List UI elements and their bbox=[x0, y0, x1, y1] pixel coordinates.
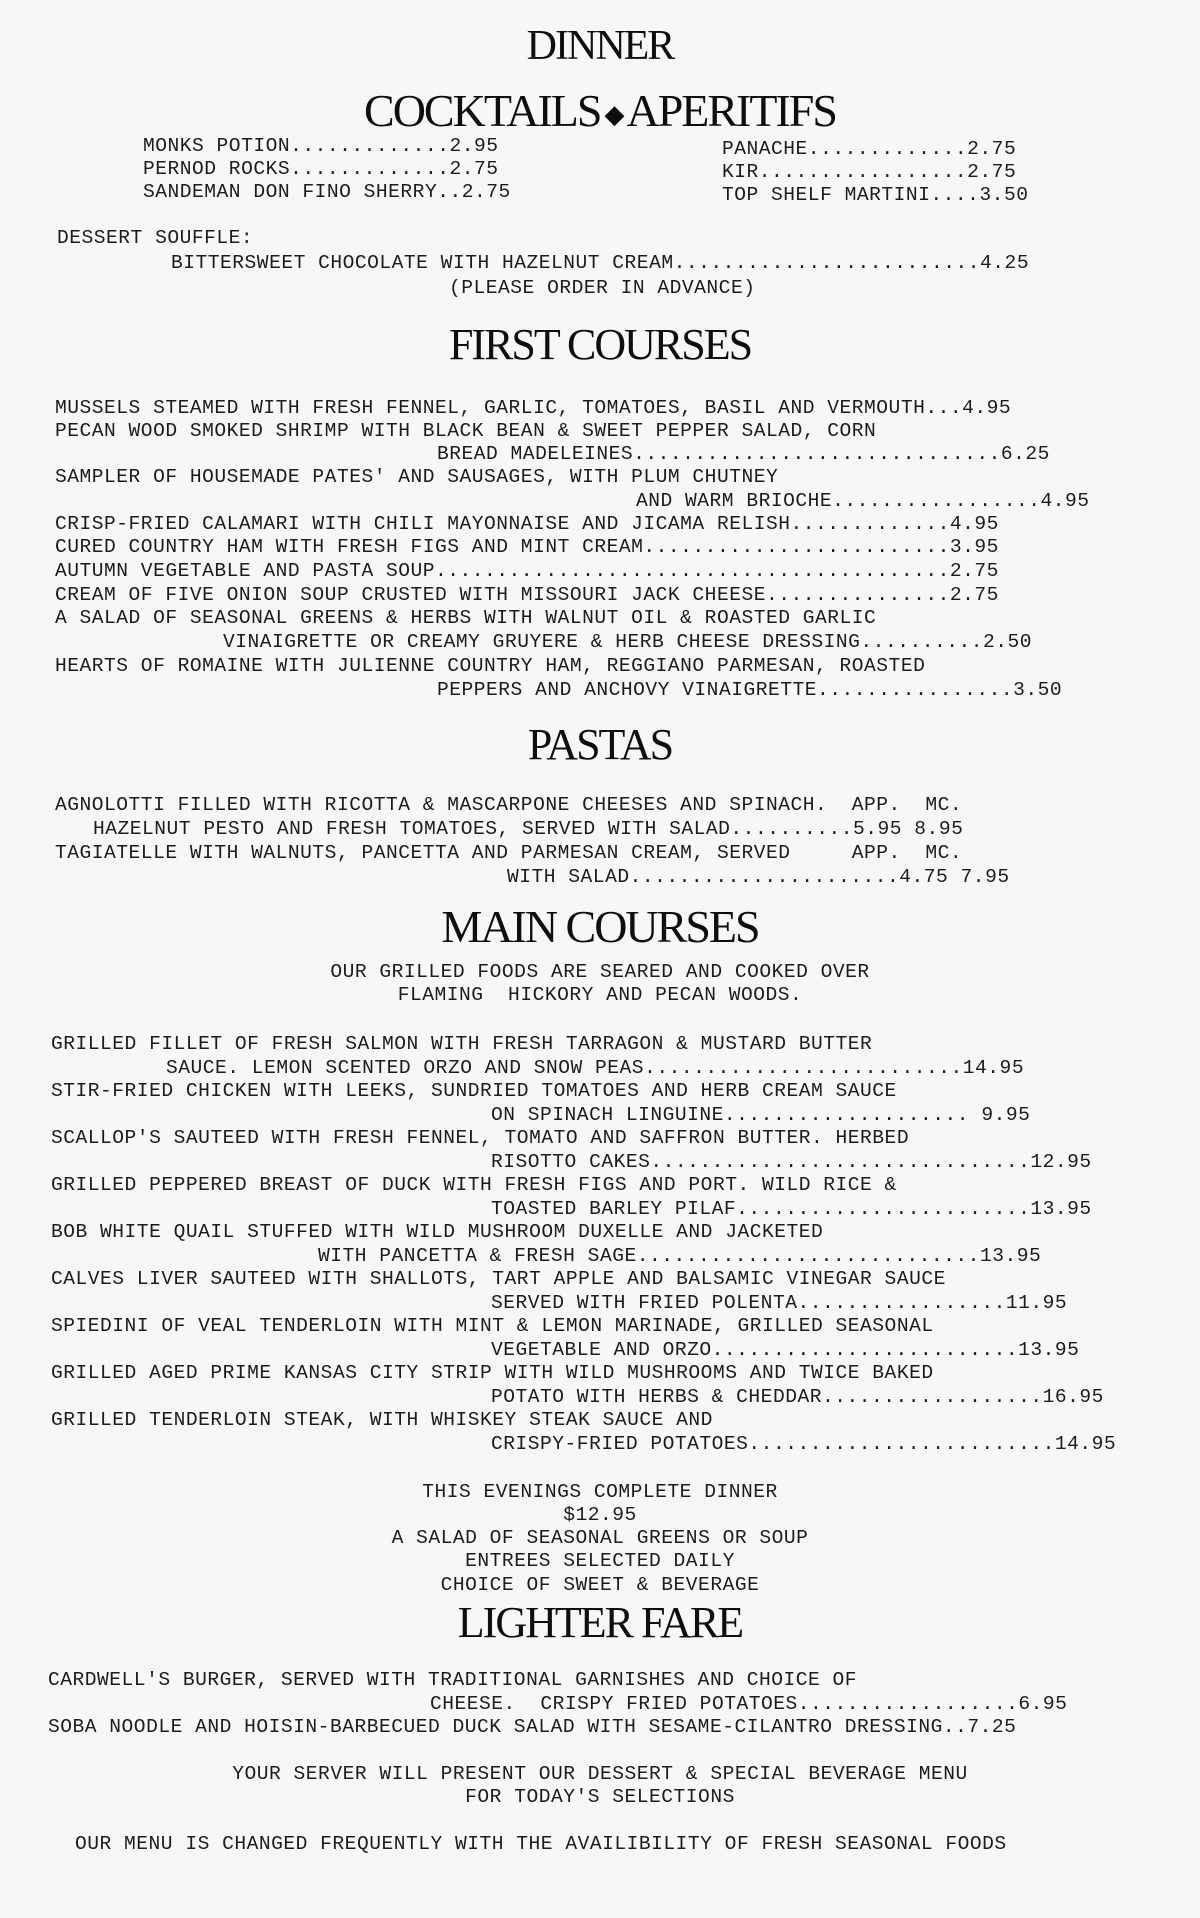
menu-item: PEPPERS AND ANCHOVY VINAIGRETTE................3.50 bbox=[437, 679, 1063, 701]
pasta-item: AGNOLOTTI FILLED WITH RICOTTA & MASCARPONE CHEESES AND SPINACH. APP. MC. bbox=[55, 794, 963, 816]
menu-item: CURED COUNTRY HAM WITH FRESH FIGS AND MINT CREAM.........................3.95 bbox=[55, 536, 999, 558]
footer-note: YOUR SERVER WILL PRESENT OUR DESSERT & SPECIAL BEVERAGE MENU bbox=[232, 1763, 968, 1785]
main-item: SERVED WITH FRIED POLENTA.................11.95 bbox=[491, 1292, 1068, 1314]
pasta-item: HAZELNUT PESTO AND FRESH TOMATOES, SERVED WITH SALAD..........5.95 8.95 bbox=[93, 818, 964, 840]
complete-dinner-heading: THIS EVENINGS COMPLETE DINNER bbox=[422, 1481, 778, 1503]
complete-dinner-line: A SALAD OF SEASONAL GREENS OR SOUP bbox=[391, 1527, 809, 1549]
main-item: TOASTED BARLEY PILAF........................13.95 bbox=[491, 1198, 1092, 1220]
dinner-title: DINNER bbox=[526, 23, 674, 69]
main-item: GRILLED TENDERLOIN STEAK, WITH WHISKEY STEAK SAUCE AND bbox=[51, 1409, 713, 1431]
menu-item: CREAM OF FIVE ONION SOUP CRUSTED WITH MISSOURI JACK CHEESE...............2.75 bbox=[55, 584, 999, 606]
complete-dinner-price: $12.95 bbox=[563, 1504, 637, 1526]
main-item: VEGETABLE AND ORZO.........................13.95 bbox=[491, 1339, 1080, 1361]
cocktail-item: KIR.................2.75 bbox=[722, 161, 1017, 183]
menu-item: SAMPLER OF HOUSEMADE PATES' AND SAUSAGES, WITH PLUM CHUTNEY bbox=[55, 466, 779, 488]
main-item: SAUCE. LEMON SCENTED ORZO AND SNOW PEAS..........................14.95 bbox=[166, 1057, 1025, 1079]
main-item: BOB WHITE QUAIL STUFFED WITH WILD MUSHROOM DUXELLE AND JACKETED bbox=[51, 1221, 824, 1243]
menu-item: MUSSELS STEAMED WITH FRESH FENNEL, GARLIC, TOMATOES, BASIL AND VERMOUTH...4.95 bbox=[55, 397, 1012, 419]
main-item: GRILLED FILLET OF FRESH SALMON WITH FRESH TARRAGON & MUSTARD BUTTER bbox=[51, 1033, 873, 1055]
menu-item: AUTUMN VEGETABLE AND PASTA SOUP..........................................2.75 bbox=[55, 560, 999, 582]
menu-item: CRISP-FRIED CALAMARI WITH CHILI MAYONNAISE AND JICAMA RELISH.............4.95 bbox=[55, 513, 999, 535]
menu-item: BREAD MADELEINES..............................6.25 bbox=[437, 443, 1050, 465]
menu-item: HEARTS OF ROMAINE WITH JULIENNE COUNTRY HAM, REGGIANO PARMESAN, ROASTED bbox=[55, 655, 926, 677]
complete-dinner-line: ENTREES SELECTED DAILY bbox=[465, 1550, 735, 1572]
menu-item: AND WARM BRIOCHE.................4.95 bbox=[636, 490, 1090, 512]
aperitifs-title: APERITIFS bbox=[626, 85, 836, 136]
diamond-separator-icon: ◆ bbox=[604, 100, 623, 130]
pasta-item: TAGIATELLE WITH WALNUTS, PANCETTA AND PARMESAN CREAM, SERVED APP. MC. bbox=[55, 842, 963, 864]
main-item: CALVES LIVER SAUTEED WITH SHALLOTS, TART APPLE AND BALSAMIC VINEGAR SAUCE bbox=[51, 1268, 946, 1290]
main-item: ON SPINACH LINGUINE.................... 9.95 bbox=[491, 1104, 1031, 1126]
lighter-fare-item: SOBA NOODLE AND HOISIN-BARBECUED DUCK SALAD WITH SESAME-CILANTRO DRESSING..7.25 bbox=[48, 1716, 1017, 1738]
pastas-title: PASTAS bbox=[527, 720, 673, 769]
main-item: CRISPY-FRIED POTATOES.........................14.95 bbox=[491, 1433, 1117, 1455]
menu-item: A SALAD OF SEASONAL GREENS & HERBS WITH WALNUT OIL & ROASTED GARLIC bbox=[55, 607, 877, 629]
main-item: POTATO WITH HERBS & CHEDDAR..................16.95 bbox=[491, 1386, 1104, 1408]
main-item: STIR-FRIED CHICKEN WITH LEEKS, SUNDRIED TOMATOES AND HERB CREAM SAUCE bbox=[51, 1080, 897, 1102]
cocktail-item: TOP SHELF MARTINI....3.50 bbox=[722, 184, 1029, 206]
main-courses-intro: FLAMING HICKORY AND PECAN WOODS. bbox=[397, 984, 803, 1006]
footer-disclaimer: OUR MENU IS CHANGED FREQUENTLY WITH THE AVAILIBILITY OF FRESH SEASONAL FOODS bbox=[75, 1833, 1007, 1855]
main-item: WITH PANCETTA & FRESH SAGE............................13.95 bbox=[318, 1245, 1042, 1267]
cocktails-title: COCKTAILS bbox=[364, 85, 601, 136]
main-item: SCALLOP'S SAUTEED WITH FRESH FENNEL, TOMATO AND SAFFRON BUTTER. HERBED bbox=[51, 1127, 910, 1149]
main-item: GRILLED PEPPERED BREAST OF DUCK WITH FRESH FIGS AND PORT. WILD RICE & bbox=[51, 1174, 897, 1196]
lighter-fare-item: CARDWELL'S BURGER, SERVED WITH TRADITIONAL GARNISHES AND CHOICE OF bbox=[48, 1669, 858, 1691]
main-item: RISOTTO CAKES...............................12.95 bbox=[491, 1151, 1092, 1173]
first-courses-title: FIRST COURSES bbox=[448, 320, 752, 369]
complete-dinner-line: CHOICE OF SWEET & BEVERAGE bbox=[440, 1574, 760, 1596]
lighter-fare-title: LIGHTER FARE bbox=[457, 1598, 743, 1647]
lighter-fare-item: CHEESE. CRISPY FRIED POTATOES..................6.95 bbox=[430, 1693, 1068, 1715]
dessert-heading: DESSERT SOUFFLE: bbox=[57, 227, 254, 249]
main-item: GRILLED AGED PRIME KANSAS CITY STRIP WITH WILD MUSHROOMS AND TWICE BAKED bbox=[51, 1362, 934, 1384]
pasta-item: WITH SALAD......................4.75 7.95 bbox=[507, 866, 1010, 888]
cocktail-item: SANDEMAN DON FINO SHERRY..2.75 bbox=[143, 181, 511, 203]
main-courses-intro: OUR GRILLED FOODS ARE SEARED AND COOKED OVER bbox=[330, 961, 870, 983]
main-item: SPIEDINI OF VEAL TENDERLOIN WITH MINT & LEMON MARINADE, GRILLED SEASONAL bbox=[51, 1315, 934, 1337]
cocktail-item: MONKS POTION.............2.95 bbox=[143, 135, 499, 157]
dessert-note: (PLEASE ORDER IN ADVANCE) bbox=[449, 277, 756, 299]
menu-item: VINAIGRETTE OR CREAMY GRUYERE & HERB CHEESE DRESSING..........2.50 bbox=[223, 631, 1033, 653]
cocktail-item: PANACHE.............2.75 bbox=[722, 138, 1017, 160]
cocktails-aperitifs-title bbox=[0, 84, 1200, 137]
dessert-item: BITTERSWEET CHOCOLATE WITH HAZELNUT CREAM.........................4.25 bbox=[171, 252, 1030, 274]
footer-note: FOR TODAY'S SELECTIONS bbox=[465, 1786, 735, 1808]
cocktail-item: PERNOD ROCKS.............2.75 bbox=[143, 158, 499, 180]
main-courses-title: MAIN COURSES bbox=[441, 901, 759, 952]
menu-item: PECAN WOOD SMOKED SHRIMP WITH BLACK BEAN & SWEET PEPPER SALAD, CORN bbox=[55, 420, 877, 442]
